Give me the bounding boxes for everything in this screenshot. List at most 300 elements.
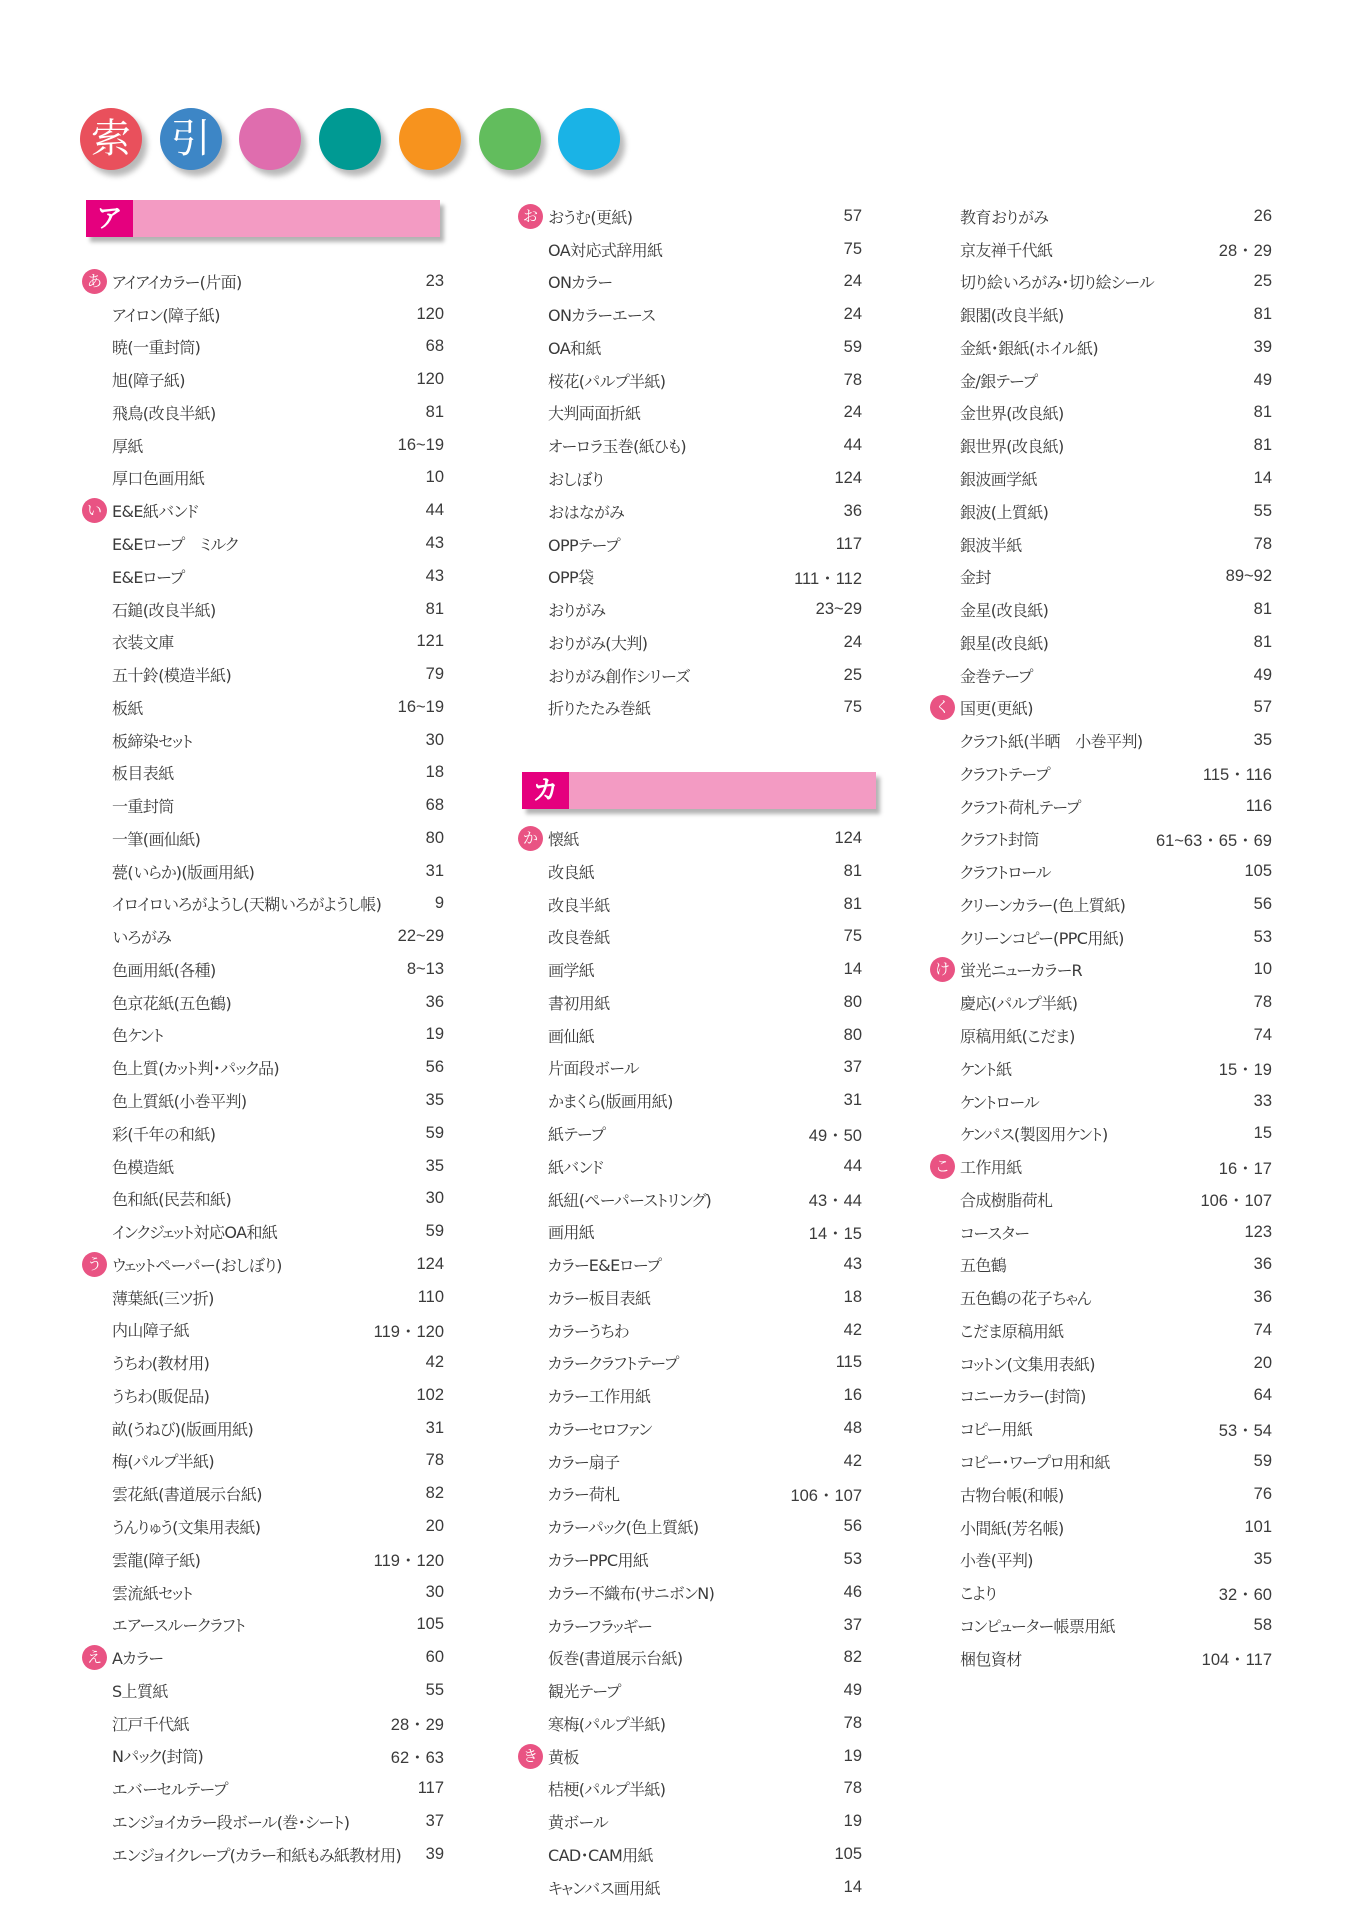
index-entry	[930, 528, 1272, 561]
index-entry	[518, 593, 862, 626]
entry-page: 31	[843, 1091, 862, 1110]
entry-page: 116	[1245, 796, 1272, 815]
entry-name: クリーンコピー(PPC用紙)	[960, 928, 1124, 948]
index-entry	[518, 1183, 862, 1216]
entry-name: 仮巻(書道展示台紙)	[548, 1649, 683, 1669]
entry-name: 板紙	[112, 698, 143, 718]
entry-page: 15・19	[1218, 1061, 1272, 1080]
entry-page: 59	[1253, 1451, 1272, 1470]
entry-page: 14	[843, 1877, 862, 1896]
index-entry	[82, 1608, 444, 1641]
index-entry	[82, 1084, 444, 1117]
entry-name: 銀波(上質紙)	[960, 502, 1049, 522]
entry-name: クラフト荷札テープ	[960, 797, 1081, 817]
entry-name: 雲流紙セット	[112, 1583, 193, 1603]
index-entry	[518, 1117, 862, 1150]
index-entry	[82, 494, 444, 527]
entry-page: 121	[416, 632, 444, 651]
entry-page: 53	[843, 1549, 862, 1568]
index-entry	[82, 724, 444, 757]
entry-name: 金星(改良紙)	[960, 601, 1049, 621]
index-entry	[930, 1380, 1272, 1413]
index-entry	[518, 1215, 862, 1248]
entry-name: 畝(うねび)(版画用紙)	[112, 1419, 254, 1439]
entry-page: 105	[834, 1844, 862, 1863]
entry-page: 14	[843, 960, 862, 979]
entry-name: 衣装文庫	[112, 633, 174, 653]
index-entry	[930, 397, 1272, 430]
index-entry	[518, 397, 862, 430]
index-entry	[82, 1739, 444, 1772]
entry-page: 49	[1253, 665, 1272, 684]
entry-name: 石鎚(改良半紙)	[112, 600, 216, 620]
section-letter: ア	[86, 200, 133, 237]
entry-page: 43・44	[808, 1192, 862, 1211]
index-entry	[930, 1347, 1272, 1380]
entry-name: 黄ボール	[548, 1813, 609, 1833]
index-entry	[518, 1281, 862, 1314]
index-entry	[930, 462, 1272, 495]
entry-name: 色和紙(民芸和紙)	[112, 1190, 232, 1210]
entry-page: 31	[425, 1418, 444, 1437]
index-entry	[518, 1674, 862, 1707]
index-entry	[82, 527, 444, 560]
kana-marker: け	[930, 957, 955, 982]
entry-name: 国更(更紙)	[960, 699, 1033, 719]
index-entry	[82, 1641, 444, 1674]
title-char-circle	[80, 108, 142, 170]
entry-name: コニーカラー(封筒)	[960, 1387, 1086, 1407]
index-entry	[930, 560, 1272, 593]
index-entry	[930, 921, 1272, 954]
index-entry	[518, 953, 862, 986]
entry-name: 色上質(カット判・パック品)	[112, 1059, 279, 1079]
index-entry	[930, 1642, 1272, 1675]
entry-name: 雲龍(障子紙)	[112, 1550, 201, 1570]
entry-name: おりがみ	[548, 601, 606, 621]
entry-name: かまくら(版画用紙)	[548, 1092, 673, 1112]
entry-name: 懐紙	[548, 830, 579, 850]
index-entry	[518, 1641, 862, 1674]
entry-page: 62・63	[390, 1748, 444, 1767]
entry-name: アイアイカラー(片面)	[112, 272, 242, 292]
entry-name: 色ケント	[112, 1026, 164, 1046]
entry-page: 75	[843, 927, 862, 946]
index-entry	[930, 495, 1272, 528]
entry-page: 81	[1253, 600, 1272, 619]
index-entry	[82, 1707, 444, 1740]
index-entry	[518, 1838, 862, 1871]
index-entry	[82, 1543, 444, 1576]
entry-page: 124	[834, 829, 862, 848]
entry-page: 61~63・65・69	[1155, 831, 1272, 850]
decorative-circle	[479, 108, 541, 170]
entry-name: カラー荷札	[548, 1485, 620, 1505]
kana-marker: こ	[930, 1154, 955, 1179]
section-letter: カ	[522, 772, 569, 809]
index-entry	[518, 495, 862, 528]
index-entry	[518, 1248, 862, 1281]
entry-page: 106・107	[790, 1486, 862, 1505]
title-char: 引	[170, 116, 211, 162]
entry-name: 色画用紙(各種)	[112, 960, 216, 980]
index-entry	[930, 888, 1272, 921]
entry-name: 画用紙	[548, 1223, 595, 1243]
entry-name: 画学紙	[548, 961, 595, 981]
entry-name: 紙紐(ペーパーストリング)	[548, 1190, 712, 1210]
entry-name: 金世界(改良紙)	[960, 404, 1064, 424]
entry-name: E&Eロープ ミルク	[112, 535, 238, 554]
entry-name: イロイロいろがようし(天糊いろがようし帳)	[112, 895, 382, 915]
entry-page: 43	[425, 566, 444, 585]
index-entry	[518, 1543, 862, 1576]
entry-page: 81	[425, 402, 444, 421]
index-entry	[518, 855, 862, 888]
entry-name: 銀閣(改良半紙)	[960, 306, 1064, 326]
entry-page: 110	[417, 1287, 444, 1306]
entry-name: 彩(千年の和紙)	[112, 1124, 216, 1144]
index-entry	[518, 1347, 862, 1380]
entry-name: クラフト封筒	[960, 830, 1039, 850]
entry-name: 五色鶴	[960, 1256, 1007, 1276]
entry-name: 合成樹脂荷札	[960, 1190, 1053, 1210]
entry-page: 44	[425, 501, 444, 520]
entry-name: エアースルークラフト	[112, 1616, 246, 1636]
entry-name: E&Eロープ	[112, 567, 185, 587]
entry-page: 24	[843, 272, 862, 291]
entry-page: 81	[843, 894, 862, 913]
entry-name: 五色鶴の花子ちゃん	[960, 1289, 1091, 1309]
entry-page: 8~13	[406, 959, 444, 978]
index-entry	[518, 691, 862, 724]
entry-page: 76	[1253, 1484, 1272, 1503]
entry-name: おはながみ	[548, 502, 625, 522]
index-entry	[930, 757, 1272, 790]
entry-page: 30	[425, 730, 444, 749]
entry-page: 26	[1253, 206, 1272, 225]
entry-page: 22~29	[397, 927, 444, 946]
entry-name: カラーE&Eロープ	[548, 1256, 662, 1276]
index-entry	[82, 1772, 444, 1805]
entry-name: オーロラ玉巻(紙ひも)	[548, 437, 686, 457]
entry-page: 30	[425, 1189, 444, 1208]
index-entry	[82, 1838, 444, 1871]
index-entry	[82, 1346, 444, 1379]
entry-name: 観光テープ	[548, 1682, 621, 1702]
entry-page: 48	[843, 1418, 862, 1437]
entry-name: 桔梗(パルプ半紙)	[548, 1780, 666, 1800]
entry-page: 20	[425, 1516, 444, 1535]
index-entry	[518, 1576, 862, 1609]
entry-page: 81	[1253, 305, 1272, 324]
entry-name: うちわ(販促品)	[112, 1386, 210, 1406]
index-entry	[82, 298, 444, 331]
entry-name: 黄板	[548, 1747, 579, 1767]
index-entry	[930, 1150, 1272, 1183]
entry-name: 折りたたみ巻紙	[548, 699, 651, 719]
index-entry	[930, 986, 1272, 1019]
index-entry	[82, 986, 444, 1019]
entry-page: 115・116	[1202, 766, 1272, 785]
index-entry	[518, 1412, 862, 1445]
index-entry	[82, 1215, 444, 1248]
entry-page: 32・60	[1218, 1585, 1272, 1604]
entry-name: こより	[960, 1584, 997, 1604]
entry-name: カラー不織布(サニボンN)	[548, 1583, 715, 1603]
decorative-circle	[239, 108, 301, 170]
entry-page: 80	[843, 992, 862, 1011]
entry-name: 内山障子紙	[112, 1321, 190, 1341]
decorative-circle	[399, 108, 461, 170]
entry-name: 梅(パルプ半紙)	[112, 1452, 215, 1472]
entry-page: 16	[843, 1386, 862, 1405]
index-entry	[930, 200, 1272, 233]
index-entry	[518, 1871, 862, 1904]
index-entry	[930, 790, 1272, 823]
entry-name: 金/銀テープ	[960, 371, 1038, 391]
entry-page: 28・29	[390, 1716, 444, 1735]
index-entry	[930, 1511, 1272, 1544]
entry-page: 104・117	[1201, 1651, 1272, 1670]
entry-page: 56	[425, 1058, 444, 1077]
index-entry	[518, 429, 862, 462]
index-entry	[518, 921, 862, 954]
entry-name: 甍(いらか)(版画用紙)	[112, 862, 255, 882]
entry-page: 14・15	[808, 1224, 862, 1243]
entry-page: 37	[843, 1058, 862, 1077]
entry-name: 五十鈴(模造半紙)	[112, 666, 232, 686]
index-entry	[518, 331, 862, 364]
index-entry	[518, 1740, 862, 1773]
entry-name: 飛鳥(改良半紙)	[112, 403, 216, 423]
index-entry	[82, 1805, 444, 1838]
index-entry	[82, 822, 444, 855]
index-entry	[82, 920, 444, 953]
index-entry	[82, 363, 444, 396]
index-entry	[930, 724, 1272, 757]
index-entry	[82, 1051, 444, 1084]
entry-name: 京友禅千代紙	[960, 240, 1053, 260]
entry-page: 78	[425, 1451, 444, 1470]
entry-name: 改良紙	[548, 862, 595, 882]
entry-name: ケンパス(製図用ケント)	[960, 1125, 1108, 1145]
index-entry	[930, 1478, 1272, 1511]
index-column-2	[518, 200, 862, 1904]
index-entry	[518, 1052, 862, 1085]
index-entry	[518, 233, 862, 266]
index-entry	[518, 626, 862, 659]
entry-page: 124	[416, 1254, 444, 1273]
entry-page: 16~19	[397, 697, 444, 716]
entry-page: 42	[843, 1320, 862, 1339]
entry-page: 30	[425, 1582, 444, 1601]
entry-page: 59	[843, 337, 862, 356]
entry-page: 81	[1253, 436, 1272, 455]
entry-page: 36	[425, 992, 444, 1011]
entry-page: 24	[843, 403, 862, 422]
entry-name: Aカラー	[112, 1649, 164, 1669]
entry-name: ケント紙	[960, 1059, 1012, 1079]
entry-page: 24	[843, 632, 862, 651]
entry-name: 切り絵いろがみ・切り絵シール	[960, 273, 1155, 293]
entry-page: 80	[425, 828, 444, 847]
entry-name: コットン(文集用表紙)	[960, 1354, 1095, 1374]
entry-page: 43	[843, 1255, 862, 1274]
entry-page: 80	[843, 1025, 862, 1044]
entry-page: 101	[1244, 1517, 1272, 1536]
index-entry	[518, 1314, 862, 1347]
entry-page: 39	[425, 1844, 444, 1863]
index-entry	[518, 822, 862, 855]
index-entry	[518, 986, 862, 1019]
entry-name: うちわ(教材用)	[112, 1354, 210, 1374]
entry-name: S上質紙	[112, 1681, 168, 1701]
entry-page: 28・29	[1218, 242, 1272, 261]
index-entry	[518, 1445, 862, 1478]
entry-name: エバーセルテープ	[112, 1780, 228, 1800]
entry-page: 15	[1253, 1124, 1272, 1143]
entry-page: 60	[425, 1648, 444, 1667]
entry-name: 銀世界(改良紙)	[960, 437, 1064, 457]
index-entry	[518, 1609, 862, 1642]
index-entry	[930, 593, 1272, 626]
index-entry	[930, 1576, 1272, 1609]
entry-page: 117	[835, 534, 862, 553]
index-entry	[930, 823, 1272, 856]
entry-name: 紙テープ	[548, 1125, 606, 1145]
index-entry	[82, 1412, 444, 1445]
index-entry	[82, 658, 444, 691]
entry-page: 19	[843, 1746, 862, 1765]
entry-name: 梱包資材	[960, 1649, 1022, 1669]
index-entry	[82, 1117, 444, 1150]
entry-page: 64	[1253, 1386, 1272, 1405]
index-entry	[82, 1314, 444, 1347]
index-entry	[518, 1478, 862, 1511]
entry-page: 68	[425, 796, 444, 815]
entry-name: 小巻(平判)	[960, 1551, 1033, 1571]
entry-page: 18	[843, 1287, 862, 1306]
entry-page: 68	[425, 337, 444, 356]
entry-page: 10	[425, 468, 444, 487]
entry-name: エンジョイクレープ(カラー和紙もみ紙教材用)	[112, 1845, 402, 1865]
entry-page: 55	[1253, 501, 1272, 520]
index-entry	[930, 1117, 1272, 1150]
index-entry	[518, 266, 862, 299]
entry-page: 49・50	[808, 1126, 862, 1145]
entry-page: 105	[416, 1615, 444, 1634]
entry-name: OPP袋	[548, 568, 594, 588]
entry-name: 原稿用紙(こだま)	[960, 1027, 1075, 1047]
title-char: 索	[91, 116, 131, 162]
entry-name: 旭(障子紙)	[112, 371, 185, 391]
entry-page: 49	[843, 1681, 862, 1700]
entry-page: 25	[843, 665, 862, 684]
index-entry	[930, 1445, 1272, 1478]
index-entry	[930, 429, 1272, 462]
index-entry	[518, 888, 862, 921]
index-entry	[930, 691, 1272, 724]
entry-page: 14	[1253, 469, 1272, 487]
index-title	[0, 0, 1358, 190]
index-entry	[518, 200, 862, 233]
entry-page: 81	[843, 861, 862, 880]
entry-page: 31	[425, 861, 444, 880]
index-entry	[82, 1019, 444, 1052]
entry-name: うんりゅう(文集用表紙)	[112, 1517, 261, 1537]
index-entry	[930, 1249, 1272, 1282]
entry-page: 37	[843, 1615, 862, 1634]
index-entry	[82, 1248, 444, 1281]
entry-page: 78	[1253, 993, 1272, 1012]
kana-marker: か	[518, 826, 543, 851]
entry-page: 20	[1253, 1353, 1272, 1372]
entry-page: 78	[843, 370, 862, 389]
entry-name: 古物台帳(和帳)	[960, 1485, 1064, 1505]
index-entry	[930, 1085, 1272, 1118]
entry-page: 74	[1253, 1026, 1272, 1045]
entry-name: 金紙・銀紙(ホイル紙)	[960, 338, 1099, 358]
entry-page: 19	[425, 1025, 444, 1044]
index-entry	[930, 233, 1272, 266]
entry-name: 薄葉紙(三ツ折)	[112, 1288, 214, 1308]
index-entry	[82, 462, 444, 495]
index-entry	[82, 1150, 444, 1183]
entry-page: 46	[843, 1582, 862, 1601]
entry-name: 金封	[960, 568, 991, 588]
index-entry	[82, 1477, 444, 1510]
index-entry	[82, 855, 444, 888]
entry-page: 75	[843, 698, 862, 717]
index-column-1	[82, 200, 444, 1871]
kana-marker: く	[930, 695, 955, 720]
index-entry	[930, 266, 1272, 299]
entry-page: 105	[1244, 862, 1272, 881]
entry-name: クラフト紙(半晒 小巻平判)	[960, 732, 1143, 752]
kana-marker: あ	[82, 269, 107, 294]
entry-page: 56	[1253, 894, 1272, 913]
entry-page: 59	[425, 1123, 444, 1142]
index-entry	[518, 364, 862, 397]
entry-page: 24	[843, 305, 862, 324]
index-entry	[82, 331, 444, 364]
index-entry	[518, 1084, 862, 1117]
entry-name: 板締染セット	[112, 731, 193, 751]
entry-page: 79	[425, 665, 444, 684]
index-entry	[518, 1707, 862, 1740]
entry-page: 75	[843, 239, 862, 258]
entry-name: 銀星(改良紙)	[960, 633, 1049, 653]
entry-page: 23~29	[815, 600, 862, 619]
entry-page: 102	[416, 1385, 444, 1404]
entry-name: 一筆(画仙紙)	[112, 829, 201, 849]
index-entry	[82, 1379, 444, 1412]
entry-page: 39	[1253, 337, 1272, 356]
entry-name: おうむ(更紙)	[548, 207, 633, 227]
entry-name: コピー・ワープロ用和紙	[960, 1452, 1110, 1472]
entry-name: 画仙紙	[548, 1026, 595, 1046]
entry-name: 蛍光ニューカラーR	[960, 961, 1083, 981]
entry-page: 74	[1253, 1320, 1272, 1339]
entry-name: コピー用紙	[960, 1420, 1033, 1440]
entry-name: 厚紙	[112, 436, 143, 456]
entry-name: おしぼり	[548, 470, 604, 489]
entry-name: 教育おりがみ	[960, 207, 1049, 227]
entry-name: CAD・CAM用紙	[548, 1845, 653, 1865]
entry-name: カラー扇子	[548, 1452, 620, 1472]
entry-page: 53	[1253, 927, 1272, 946]
entry-name: コースター	[960, 1223, 1030, 1243]
